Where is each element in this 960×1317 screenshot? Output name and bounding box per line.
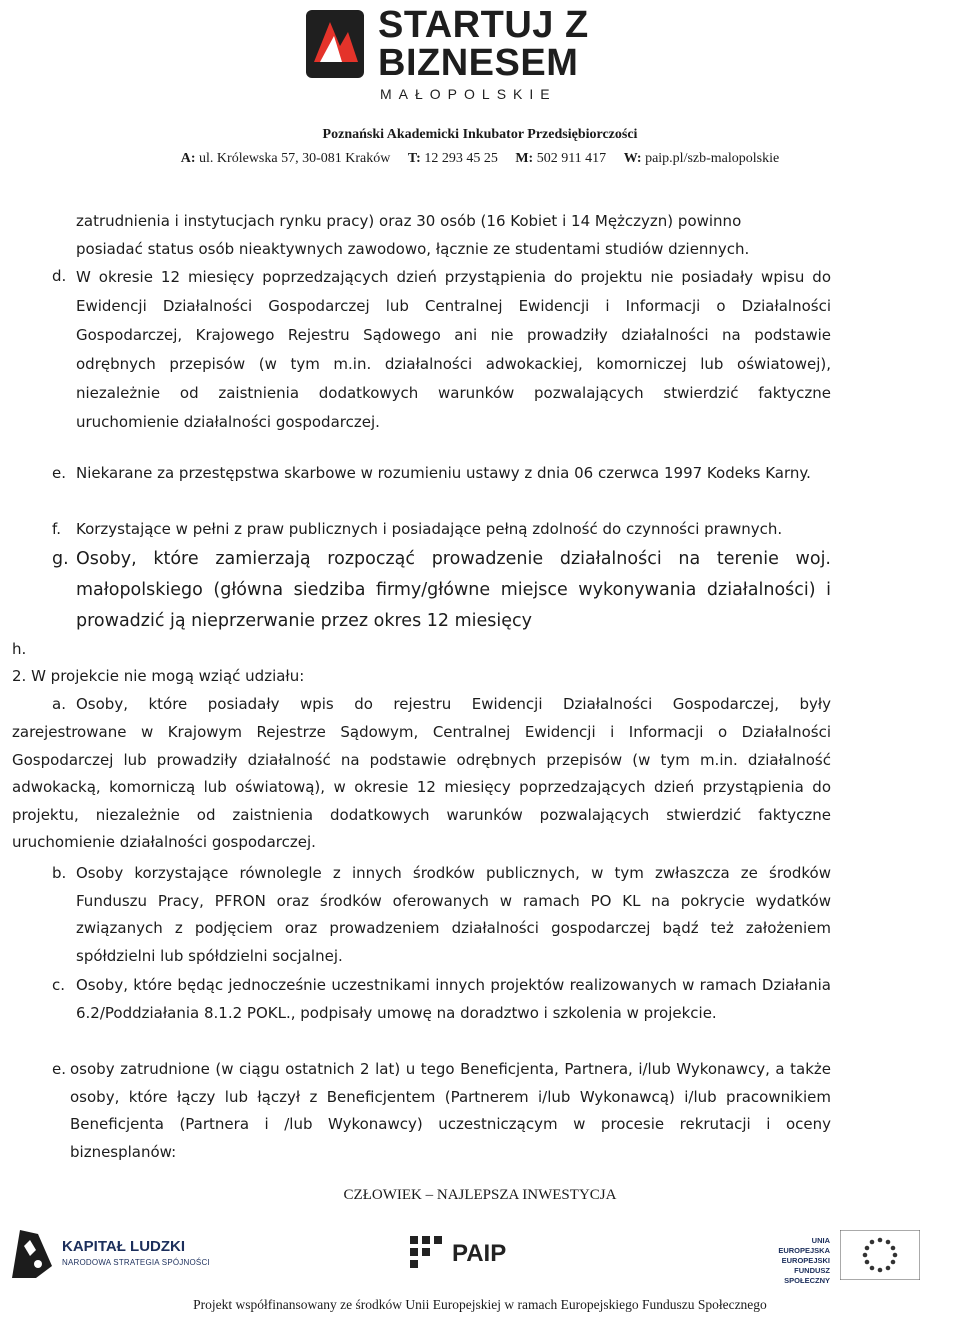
address: ul. Królewska 57, 30-081 Kraków [199, 151, 391, 166]
footer-slogan: CZŁOWIEK – NAJLEPSZA INWESTYCJA [343, 1187, 617, 1203]
item-2b-text: Osoby korzystające równolegle z innych środków publicznych, w tym zwłaszcza ze środków Funduszu Pracy, PFRON oraz środków oferowanych w ramach PO KL na pokrycie wydatków związanych z podjęciem oraz prowadzeniem działalności gospodarczej bądź też założeniem spółdzielni lub spółdzielni socjalnej. [76, 864, 831, 965]
address-label: A: [180, 151, 196, 166]
item-g-label: g. [52, 549, 69, 569]
item-h-label: h. [12, 640, 27, 658]
kapital-ludzki-title: KAPITAŁ LUDZKI [62, 1238, 186, 1255]
paip-logo [408, 1228, 528, 1278]
mobile-label: M: [515, 151, 534, 166]
intro-line-2: posiadać status osób nieaktywnych zawodowo, łącznie ze studentami studiów dziennych. [76, 240, 750, 258]
logo-mark-icon [300, 6, 370, 82]
logo-line-1: STARTUJ Z [378, 4, 589, 46]
item-f-label: f. [52, 520, 61, 538]
item-2a-label: a. [52, 695, 66, 713]
contact-line [0, 151, 960, 167]
item-d-text: W okresie 12 miesięcy poprzedzających dzień przystąpienia do projektu nie posiadały wpisu do Ewidencji Działalności Gospodarczej lub Centralnej Ewidencji i Informacji o Działalności Gospodarczej, Krajowego Rejestru Sądowego ani nie prowadziły działalności na podstawie odrębnych przepisów (w tym m.in. działalności adwokackiej, komorniczej lub oświatowej), niezależnie od zaistnienia dodatkowych warunków pozwalających stwierdzić faktyczne uruchomienie działalności gospodarczej. [76, 268, 831, 431]
item-2a-first-line: Osoby, które posiadały wpis do rejestru Ewidencji Działalności Gospodarczej, były [76, 695, 831, 713]
item-2a-text: zarejestrowane w Krajowym Rejestrze Sądowym, Centralnej Ewidencji i Informacji o Działalności Gospodarczej lub prowadziły działalność na podstawie odrębnych przepisów (w tym m.in. działalność adwokacką, komorniczą lub oświatową), w okresie 12 miesięcy poprzedzających dzień przystąpienia do projektu, niezależnie od zaistnienia dodatkowych warunków pozwalających stwierdzić faktyczne uruchomienie działalności gospodarczej. [12, 723, 831, 851]
eu-logo-text: UNIA EUROPEJSKA EUROPEJSKI FUNDUSZ SPOŁECZNY [778, 1236, 830, 1285]
logo-region: MAŁOPOLSKIE [380, 86, 557, 102]
web-link[interactable]: paip.pl/szb-malopolskie [645, 151, 780, 166]
paip-icon [408, 1234, 448, 1274]
cofinancing-note: Projekt współfinansowany ze środków Unii Europejskiej w ramach Europejskiego Funduszu Społecznego [193, 1297, 767, 1312]
item-d-label: d. [52, 267, 67, 285]
phone: 12 293 45 25 [424, 151, 498, 166]
item-f-text: Korzystające w pełni z praw publicznych i posiadające pełną zdolność do czynności prawnych. [76, 520, 783, 538]
eu-logo [760, 1228, 950, 1285]
item-2c-text: Osoby, które będąc jednocześnie uczestnikami innych projektów realizowanych w ramach Działania 6.2/Poddziałania 8.1.2 POKL., podpisały umowę na doradztwo i szkolenia w projekcie. [76, 976, 831, 1022]
letterhead [0, 0, 960, 180]
item-e-text: Niekarane za przestępstwa skarbowe w rozumieniu ustawy z dnia 06 czerwca 1997 Kodeks Karny. [76, 464, 811, 482]
item-e-label: e. [52, 464, 66, 482]
phone-label: T: [407, 151, 421, 166]
web-label: W: [623, 151, 642, 166]
organization-name: Poznański Akademicki Inkubator Przedsiębiorczości [322, 127, 638, 142]
kapital-ludzki-icon [8, 1226, 56, 1282]
logo-line-2: BIZNESEM [378, 42, 579, 84]
mobile: 502 911 417 [536, 151, 607, 166]
kapital-ludzki-subtitle: NARODOWA STRATEGIA SPÓJNOŚCI [62, 1258, 210, 1267]
item-2b-label: b. [52, 864, 67, 882]
eu-flag-icon [840, 1230, 920, 1280]
startuj-z-biznesem-logo [300, 4, 589, 104]
section-2-heading: 2. W projekcie nie mogą wziąć udziału: [12, 667, 305, 685]
item-2e-label: e. [52, 1060, 66, 1078]
kapital-ludzki-logo [8, 1222, 208, 1286]
paip-wordmark: PAIP [452, 1240, 507, 1267]
intro-line-1: zatrudnienia i instytucjach rynku pracy) oraz 30 osób (16 Kobiet i 14 Mężczyzn) powinno [76, 212, 742, 230]
item-2c-label: c. [52, 976, 66, 994]
item-g-text: Osoby, które zamierzają rozpocząć prowadzenie działalności na terenie woj. małopolskiego (główna siedziba firmy/główne miejsce wykonywania działalności) i prowadzić ją nieprzerwanie przez okres 12 miesięcy [76, 549, 831, 631]
item-2e-text: osoby zatrudnione (w ciągu ostatnich 2 lat) u tego Beneficjenta, Partnera, i/lub Wykonawcy, a także osoby, które łączy lub łączył z Beneficjentem (Partnerem i/lub Wykonawcą) i/lub pracownikiem Beneficjenta (Partnera i /lub Wykonawcy) uczestniczącym w procesie rekrutacji i oceny biznesplanów: [70, 1060, 831, 1161]
